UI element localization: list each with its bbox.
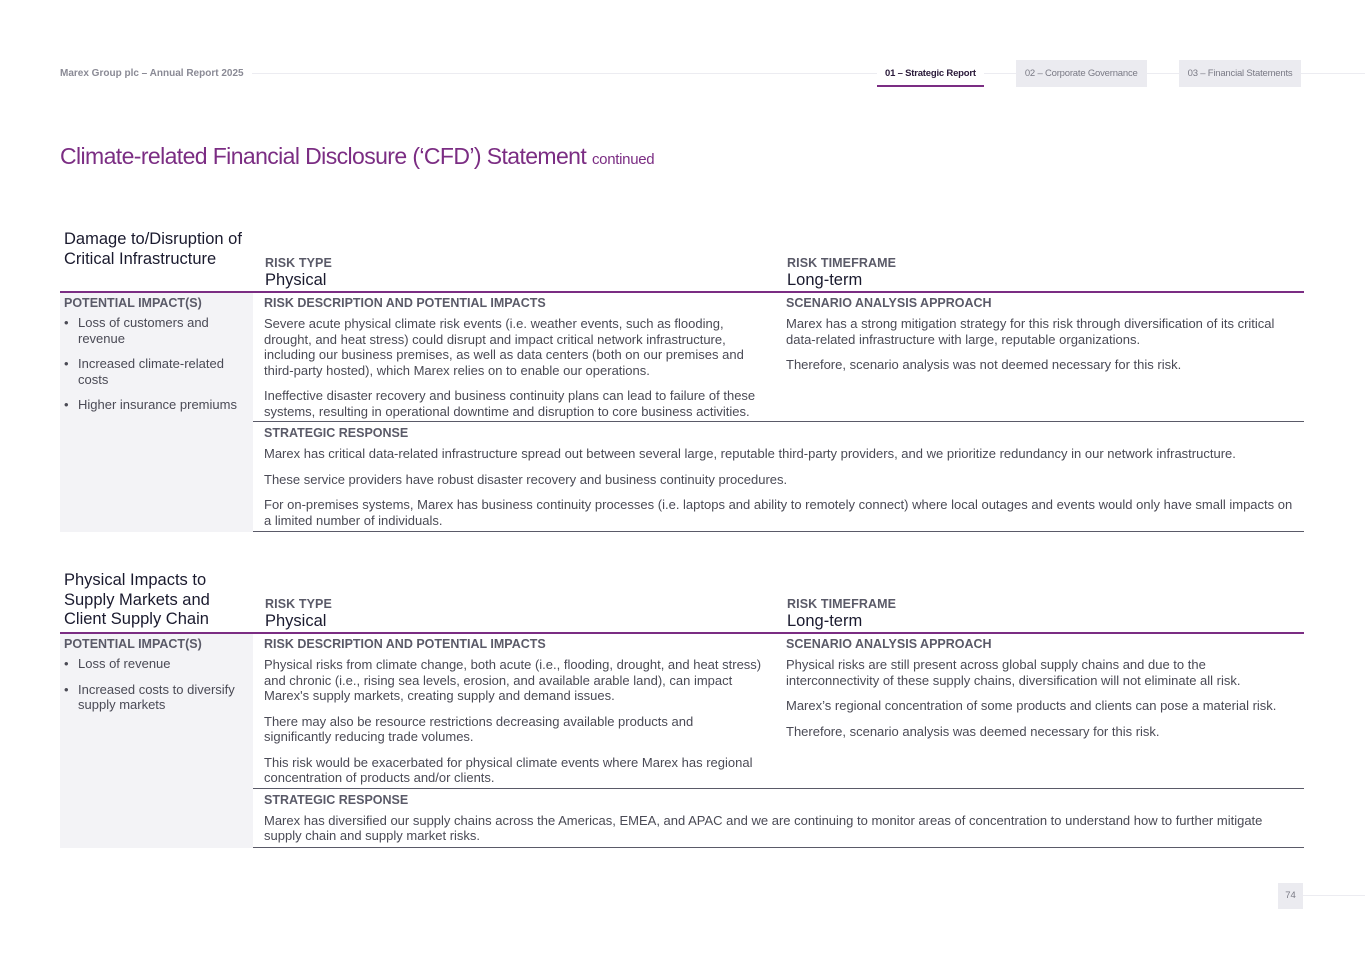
impact-list — [64, 656, 249, 713]
tab-strategic-report[interactable]: 01 – Strategic Report — [877, 60, 984, 87]
risk-block-infrastructure — [60, 229, 1304, 532]
impact-item: • Increased costs to diversify supply markets — [64, 682, 249, 713]
risk-description — [253, 634, 775, 788]
strategic-response-label: STRATEGIC RESPONSE — [264, 426, 409, 440]
risk-title: Damage to/Disruption of Critical Infrastructure — [64, 230, 242, 268]
impact-item: • Higher insurance premiums — [64, 397, 249, 413]
risk-type-label: RISK TYPE — [265, 597, 332, 611]
scenario-analysis-label: SCENARIO ANALYSIS APPROACH — [786, 296, 992, 310]
scenario-analysis — [775, 293, 1304, 421]
risk-timeframe-label: RISK TIMEFRAME — [787, 597, 897, 611]
page-title — [60, 143, 654, 170]
scenario-paragraph: Marex’s regional concentration of some products and clients can pose a material risk. — [786, 698, 1277, 713]
risk-type — [265, 256, 332, 290]
scenario-paragraph: Therefore, scenario analysis was not deemed necessary for this risk. — [786, 357, 1182, 372]
response-paragraph: For on-premises systems, Marex has business continuity processes (i.e. laptops and ability to remotely connect) where local outages and events would only have small impacts on a limited number of individuals. — [264, 497, 1293, 528]
report-name: Marex Group plc – Annual Report 2025 — [60, 68, 250, 79]
risk-timeframe — [787, 597, 896, 631]
scenario-paragraph: Therefore, scenario analysis was deemed necessary for this risk. — [786, 723, 1160, 739]
impact-list — [64, 315, 249, 413]
footer-rule — [1303, 895, 1365, 896]
risk-timeframe-value: Long-term — [787, 612, 863, 630]
page-title-suffix: continued — [591, 151, 655, 168]
tab-corporate-governance[interactable]: 02 – Corporate Governance — [1016, 60, 1147, 87]
risk-type — [265, 597, 332, 631]
strategic-response — [253, 422, 1304, 532]
risk-main — [253, 293, 1304, 532]
response-paragraph: These service providers have robust disaster recovery and business continuity procedures. — [264, 471, 788, 487]
risk-type-label: RISK TYPE — [265, 256, 332, 270]
impact-item: • Loss of customers and revenue — [64, 315, 249, 346]
risk-timeframe — [787, 256, 896, 290]
risk-description — [253, 293, 775, 421]
impact-item: • Increased climate-related costs — [64, 356, 249, 387]
potential-impacts-label: POTENTIAL IMPACT(S) — [64, 296, 202, 310]
risk-body — [60, 634, 1304, 848]
potential-impacts — [60, 293, 253, 532]
scenario-analysis — [775, 634, 1304, 788]
risk-header — [60, 570, 1304, 634]
description-paragraph: Physical risks from climate change, both acute (i.e., flooding, drought, and heat stress) and chronic (i.e., rising sea levels, erosion, and available arable land), can impact Marex's supply markets, creating supply and demand issues. — [264, 657, 762, 703]
risk-header — [60, 229, 1304, 293]
risk-main — [253, 634, 1304, 848]
risk-type-value: Physical — [265, 612, 327, 630]
tab-financial-statements[interactable]: 03 – Financial Statements — [1179, 60, 1302, 87]
potential-impacts — [60, 634, 253, 848]
description-row — [253, 634, 1304, 789]
scenario-analysis-label: SCENARIO ANALYSIS APPROACH — [786, 637, 992, 651]
risk-title: Physical Impacts to Supply Markets and Client Supply Chain — [64, 571, 210, 628]
response-paragraph: Marex has critical data-related infrastructure spread out between several large, reputable third-party providers, and we prioritize redundancy in our network infrastructure. — [264, 446, 1236, 461]
response-paragraph: Marex has diversified our supply chains across the Americas, EMEA, and APAC and we are continuing to monitor areas of concentration to understand how to further mitigate supply chain and supply market risks. — [264, 812, 1263, 843]
risk-timeframe-label: RISK TIMEFRAME — [787, 256, 897, 270]
strategic-response — [253, 789, 1304, 848]
risk-block-supply-chain — [60, 570, 1304, 848]
risk-description-label: RISK DESCRIPTION AND POTENTIAL IMPACTS — [264, 296, 546, 310]
scenario-paragraph: Marex has a strong mitigation strategy for this risk through diversification of its critical data-related infrastructure with large, reputable organizations. — [786, 316, 1275, 347]
risk-timeframe-value: Long-term — [787, 271, 863, 289]
page-number: 74 — [1278, 883, 1303, 909]
section-tabs — [877, 60, 1301, 87]
description-paragraph: This risk would be exacerbated for physical climate events where Marex has regional concentration of products and/or clients. — [264, 754, 753, 785]
scenario-paragraph: Physical risks are still present across global supply chains and due to the interconnectivity of these supply chains, diversification will not eliminate all risk. — [786, 657, 1241, 688]
risk-type-value: Physical — [265, 271, 327, 289]
description-row — [253, 293, 1304, 422]
potential-impacts-label: POTENTIAL IMPACT(S) — [64, 637, 202, 651]
description-paragraph: Severe acute physical climate risk events (i.e. weather events, such as flooding, drought, and heat stress) could disrupt and impact critical network infrastructure, including our business premises, as well as data centers (both on our premises and third-party hosted), which Marex relies on to enable our operations. — [264, 316, 744, 378]
description-paragraph: There may also be resource restrictions decreasing available products and significantly reducing trade volumes. — [264, 713, 694, 744]
risk-body — [60, 293, 1304, 532]
description-paragraph: Ineffective disaster recovery and business continuity plans can lead to failure of these systems, resulting in operational downtime and disruption to core business activities. — [264, 388, 756, 419]
page-title-text: Climate-related Financial Disclosure (‘CFD’) Statement — [60, 143, 587, 169]
impact-item: • Loss of revenue — [64, 656, 249, 672]
risk-description-label: RISK DESCRIPTION AND POTENTIAL IMPACTS — [264, 637, 546, 651]
strategic-response-label: STRATEGIC RESPONSE — [264, 792, 409, 807]
